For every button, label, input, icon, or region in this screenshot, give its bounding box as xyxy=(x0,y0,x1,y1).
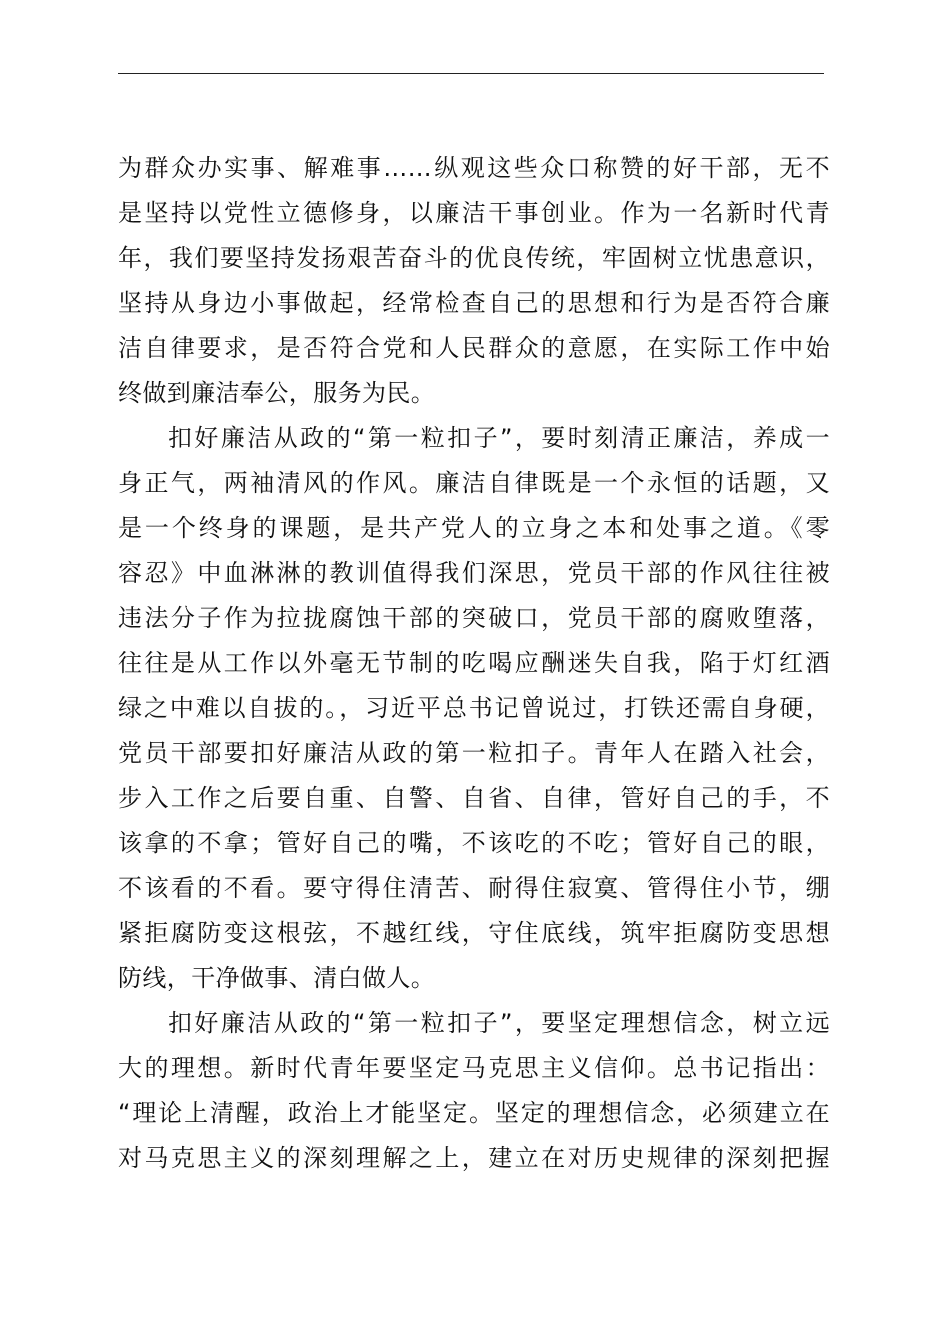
text-line: 扣好廉洁从政的“第一粒扣子”，要坚定理想信念，树立远 xyxy=(168,1009,830,1037)
text-line: 身正气，两袖清风的作风。廉洁自律既是一个永恒的话题，又 xyxy=(118,469,830,497)
text-line: 年，我们要坚持发扬艰苦奋斗的优良传统，牢固树立忧患意识， xyxy=(118,244,830,272)
body-text xyxy=(118,146,830,1181)
text-line: 违法分子作为拉拢腐蚀干部的突破口，党员干部的腐败堕落， xyxy=(118,604,830,632)
text-line: 往往是从工作以外毫无节制的吃喝应酬迷失自我，陷于灯红酒 xyxy=(118,649,830,677)
text-line: 党员干部要扣好廉洁从政的第一粒扣子。青年人在踏入社会， xyxy=(118,739,830,767)
text-line: 紧拒腐防变这根弦，不越红线，守住底线，筑牢拒腐防变思想 xyxy=(118,919,830,947)
text-line: 扣好廉洁从政的“第一粒扣子”，要时刻清正廉洁，养成一 xyxy=(168,424,830,452)
text-line: 大的理想。新时代青年要坚定马克思主义信仰。总书记指出： xyxy=(118,1054,830,1082)
text-line: 步入工作之后要自重、自警、自省、自律，管好自己的手，不 xyxy=(118,784,830,812)
text-line: 是一个终身的课题，是共产党人的立身之本和处事之道。《零 xyxy=(118,514,830,542)
text-line: 防线，干净做事、清白做人。 xyxy=(118,964,436,992)
text-line: “理论上清醒，政治上才能坚定。坚定的理想信念，必须建立在 xyxy=(118,1099,830,1127)
text-line: 绿之中难以自拔的。，习近平总书记曾说过，打铁还需自身硬， xyxy=(118,694,830,722)
text-line: 洁自律要求，是否符合党和人民群众的意愿，在实际工作中始 xyxy=(118,334,830,362)
text-line: 不该看的不看。要守得住清苦、耐得住寂寞、管得住小节，绷 xyxy=(118,874,830,902)
text-line: 坚持从身边小事做起，经常检查自己的思想和行为是否符合廉 xyxy=(118,289,830,317)
text-line: 容忍》中血淋淋的教训值得我们深思，党员干部的作风往往被 xyxy=(118,559,830,587)
text-line: 对马克思主义的深刻理解之上，建立在对历史规律的深刻把握 xyxy=(118,1144,830,1172)
text-line: 是坚持以党性立德修身，以廉洁干事创业。作为一名新时代青 xyxy=(118,199,830,227)
text-line: 终做到廉洁奉公，服务为民。 xyxy=(118,379,436,407)
header-rule xyxy=(118,73,824,74)
text-line: 为群众办实事、解难事……纵观这些众口称赞的好干部，无不 xyxy=(118,154,830,182)
text-line: 该拿的不拿；管好自己的嘴，不该吃的不吃；管好自己的眼， xyxy=(118,829,830,857)
